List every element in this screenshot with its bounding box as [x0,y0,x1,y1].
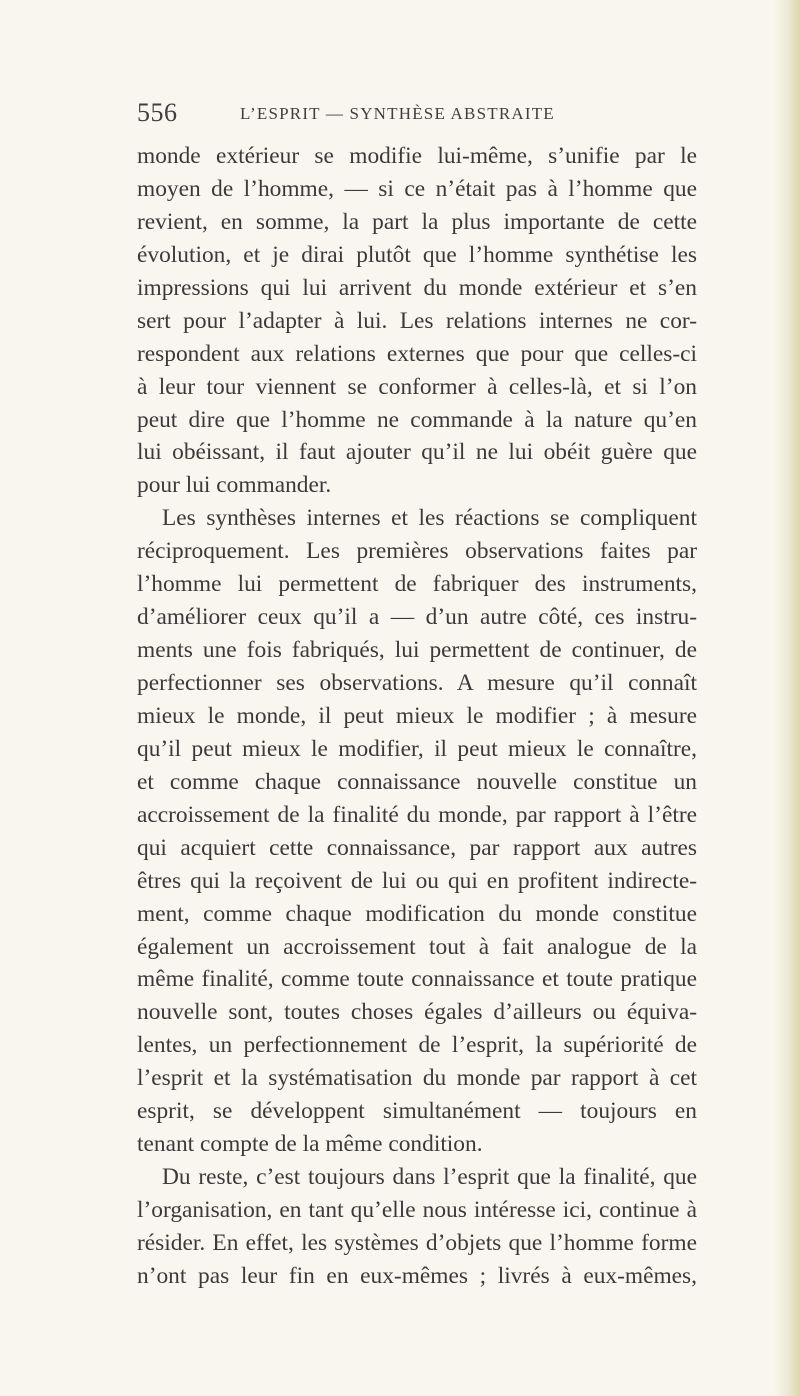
text-line: monde extérieur se modifie lui-même, s’unifie par le [137,143,697,169]
text-line: évolution, et je dirai plutôt que l’homme synthétise les [137,241,697,268]
page-number: 556 [137,98,178,127]
page-edge-shadow [774,0,800,1396]
running-head: L’ESPRIT — SYNTHÈSE ABSTRAITE [240,104,555,123]
text-line: réciproquement. Les premières observations faites par [137,538,697,565]
text-line: lui obéissant, il faut ajouter qu’il ne lui obéit guère que [137,439,697,466]
page-header [137,98,697,138]
text-line: à leur tour viennent se conformer à celles-là, et si l’on [137,373,697,400]
text-line: mieux le monde, il peut mieux le modifier ; à mesure [137,702,697,729]
text-line: également un accroissement tout à fait analogue de la [137,933,697,960]
text-line: êtres qui la reçoivent de lui ou qui en profitent indirecte- [137,867,697,894]
text-line: esprit, se développent simultanément — toujours en [137,1098,697,1125]
text-line: ments une fois fabriqués, lui permettent de continuer, de [137,637,697,664]
text-line: même finalité, comme toute connaissance et toute pratique [137,966,697,993]
text-line: l’esprit et la systématisation du monde par rapport à cet [137,1065,697,1092]
text-line: perfectionner ses observations. A mesure qu’il connaît [137,670,697,696]
text-line: d’améliorer ceux qu’il a — d’un autre côté, ces instru- [137,604,697,631]
text-line: qu’il peut mieux le modifier, il peut mieux le connaître, [137,735,697,762]
text-line: l’homme lui permettent de fabriquer des instruments, [137,571,697,598]
text-line: moyen de l’homme, — si ce n’était pas à l’homme que [137,175,697,202]
text-line: pour lui commander. [137,472,332,499]
text-line: et comme chaque connaissance nouvelle constitue un [137,768,697,795]
text-line: impressions qui lui arrivent du monde extérieur et s’en [137,274,697,301]
text-line: peut dire que l’homme ne commande à la nature qu’en [137,406,697,433]
body-text [137,140,697,1293]
text-line: tenant compte de la même condition. [137,1131,483,1158]
text-line: Du reste, c’est toujours dans l’esprit que la finalité, que [162,1164,697,1191]
text-line: Les synthèses internes et les réactions se compliquent [162,505,697,532]
text-line: résider. En effet, les systèmes d’objets que l’homme forme [137,1229,697,1256]
text-line: qui acquiert cette connaissance, par rapport aux autres [137,834,697,861]
text-line: l’organisation, en tant qu’elle nous intéresse ici, continue à [137,1197,697,1223]
text-line: ment, comme chaque modification du monde constitue [137,900,697,927]
text-line: revient, en somme, la part la plus importante de cette [137,208,697,235]
text-line: lentes, un perfectionnement de l’esprit, la supériorité de [137,1032,697,1059]
text-line: respondent aux relations externes que pour que celles-ci [137,340,697,367]
text-line: sert pour l’adapter à lui. Les relations internes ne cor- [137,307,697,334]
text-line: n’ont pas leur fin en eux-mêmes ; livrés à eux-mêmes, [137,1262,697,1289]
text-line: accroissement de la finalité du monde, par rapport à l’être [137,801,697,828]
text-line: nouvelle sont, toutes choses égales d’ailleurs ou équiva- [137,999,697,1026]
